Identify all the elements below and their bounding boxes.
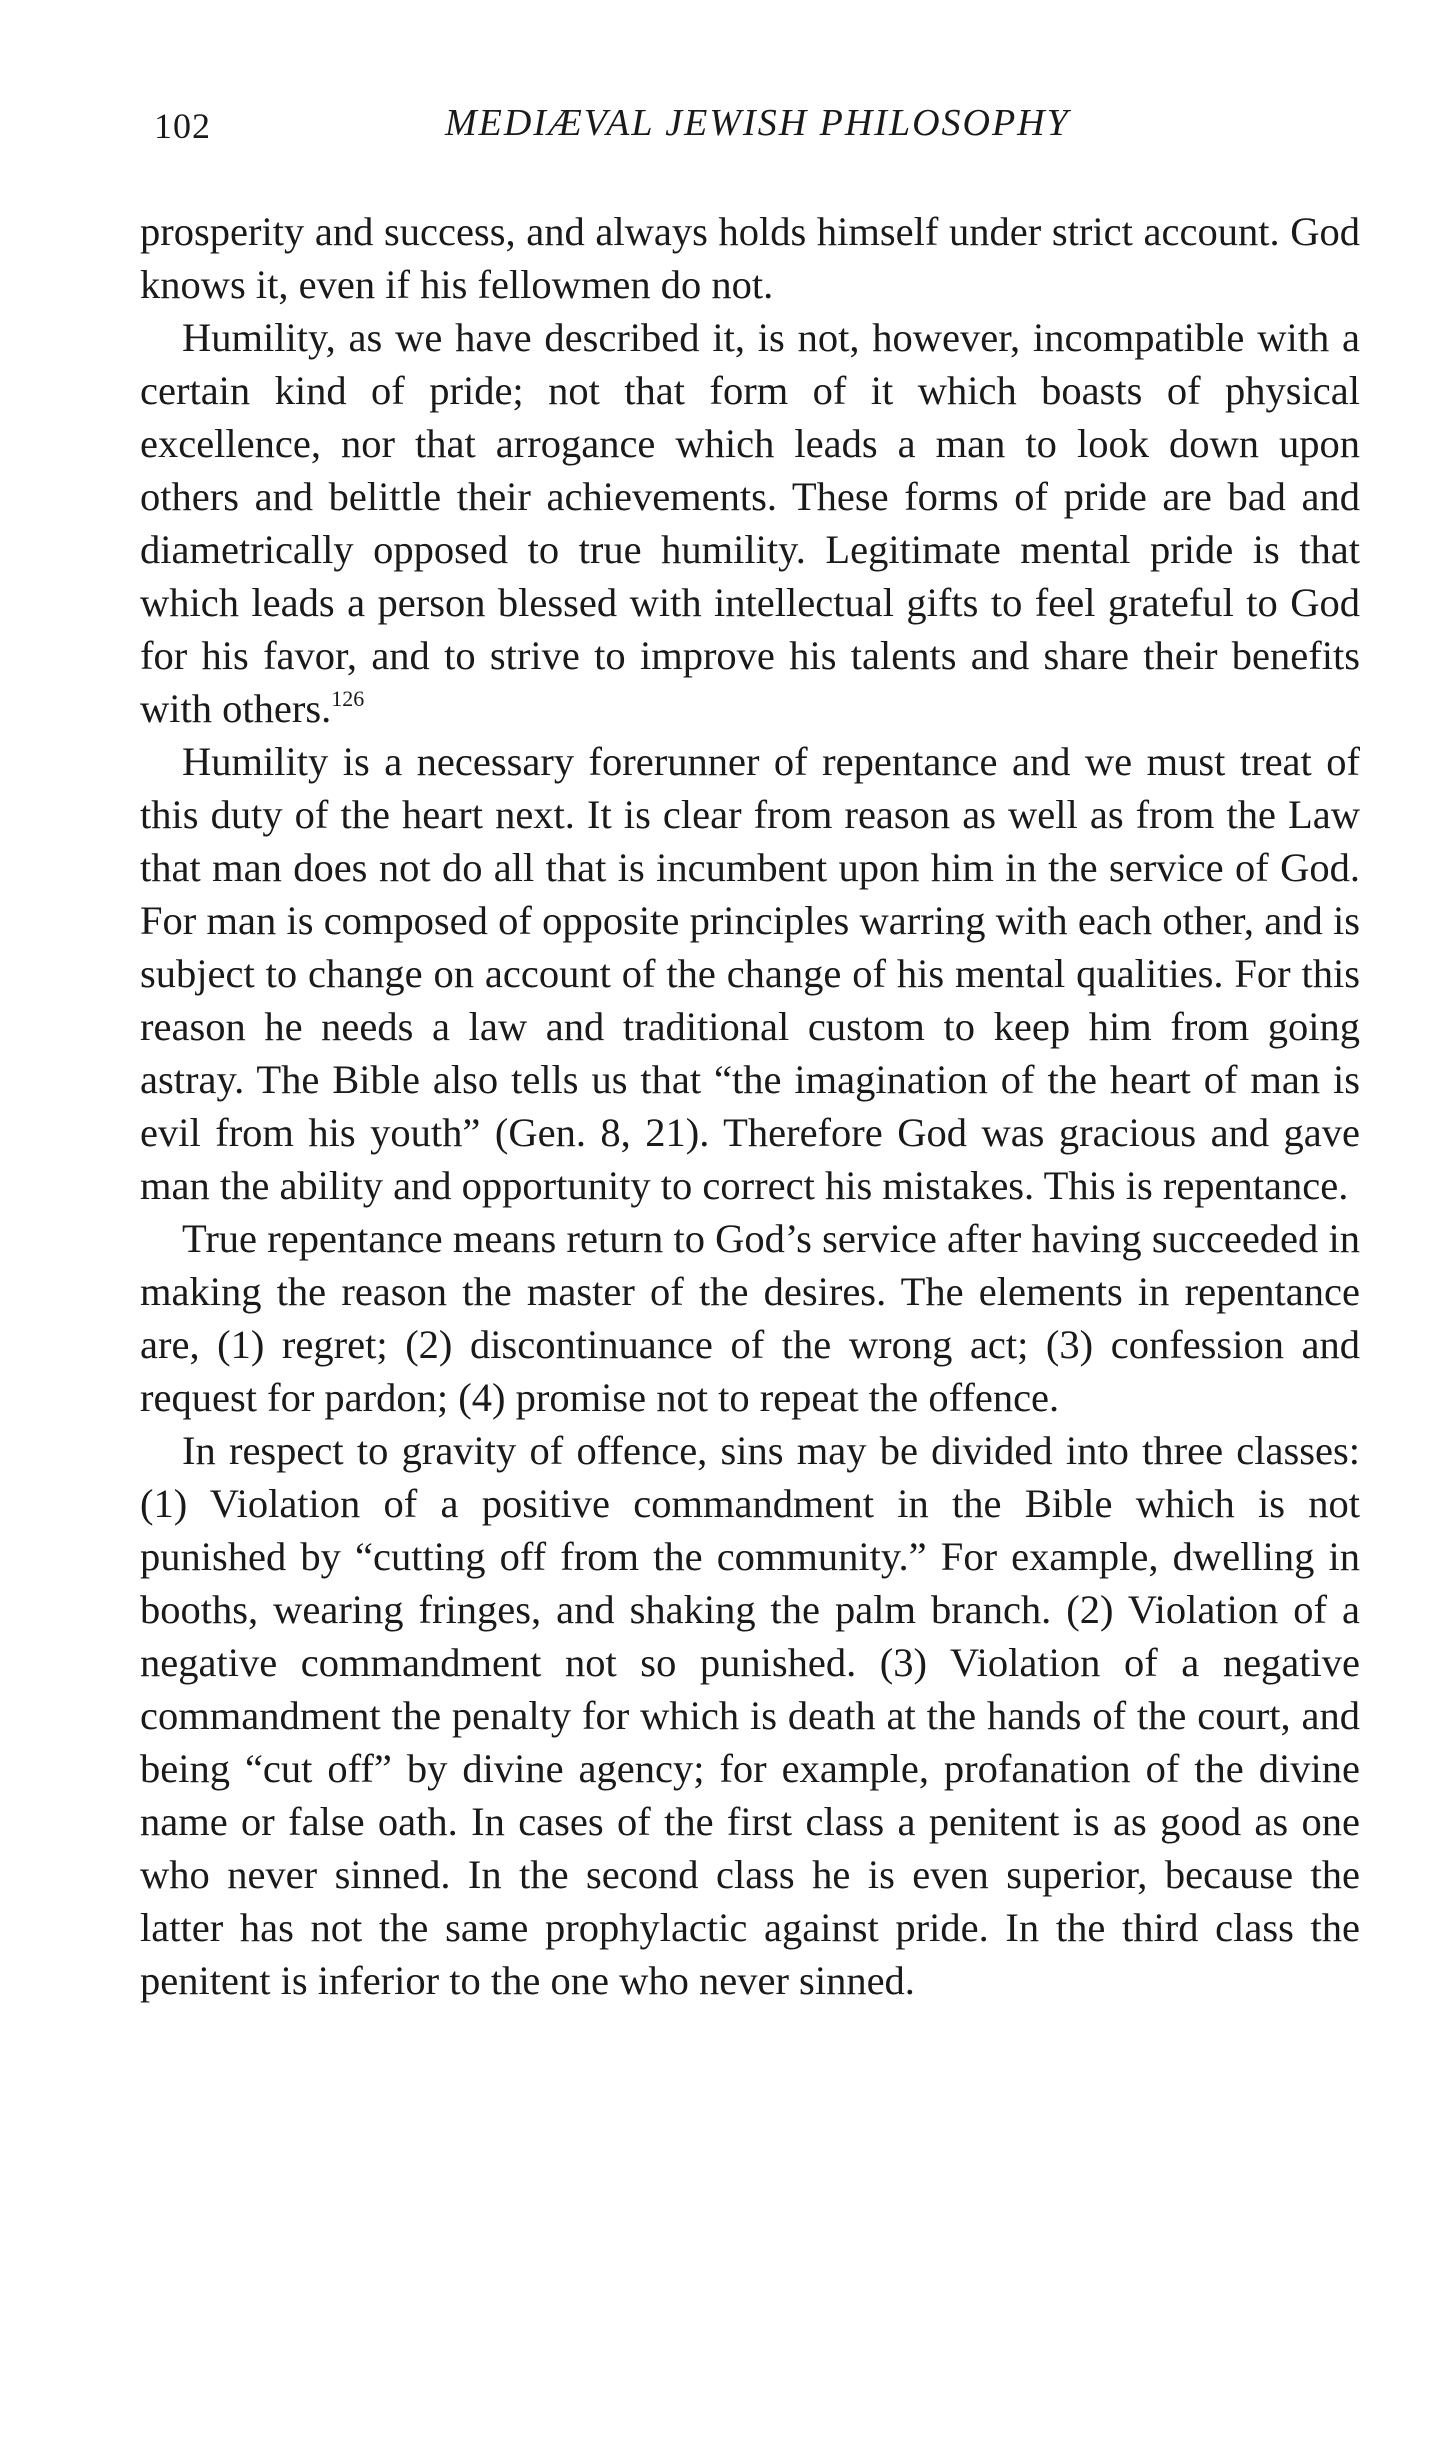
running-head [140,95,1360,165]
page-number: 102 [154,106,211,146]
paragraph-text: True repentance means return to God’s service after having succeeded in making the reason the master of the desires. The elements in repentance are, (1) regret; (2) discontinuance of the wrong act; (3) confession and request for pardon; (4) promise not to repeat the offence. [140,1216,1360,1420]
paragraph-text: Humility, as we have described it, is not, however, incompatible with a certain kind of pride; not that form of it which boasts of physical excellence, nor that arrogance which leads a man to look down upon others and belittle their achievements. These forms of pride are bad and diametrically opposed to true humility. Legitimate mental pride is that which leads a person blessed with intellectual gifts to feel grateful to God for his favor, and to strive to improve his talents and share their benefits with others. [140,315,1360,731]
paragraph-text: prosperity and success, and always holds himself under strict account. God knows it, even if his fellowmen do not. [140,209,1360,307]
running-title: MEDIÆVAL JEWISH PHILOSOPHY [445,102,1070,144]
paragraph-continuation [140,205,1360,311]
paragraph-true-repentance [140,1212,1360,1424]
paragraph-humility-pride [140,311,1360,735]
paragraph-text: Humility is a necessary forerunner of repentance and we must treat of this duty of the heart next. It is clear from reason as well as from the Law that man does not do all that is incumbent upon him in the service of God. For man is composed of opposite principles warring with each other, and is subject to change on account of the change of his mental qualities. For this reason he needs a law and traditional custom to keep him from going astray. The Bible also tells us that “the imagination of the heart of man is evil from his youth” (Gen. 8, 21). Therefore God was gracious and gave man the ability and opportunity to correct his mistakes. This is repentance. [140,739,1360,1208]
book-page [140,95,1360,2007]
footnote-marker: 126 [331,686,365,711]
paragraph-gravity-of-offence [140,1424,1360,2007]
body-text [140,205,1360,2007]
paragraph-repentance [140,735,1360,1212]
paragraph-text: In respect to gravity of offence, sins may be divided into three classes: (1) Violation of a positive commandment in the Bible which is not punished by “cutting off from the community.” For example, dwelling in booths, wearing fringes, and shaking the palm branch. (2) Violation of a negative commandment not so punished. (3) Violation of a negative commandment the penalty for which is death at the hands of the court, and being “cut off” by divine agency; for example, profanation of the divine name or false oath. In cases of the first class a penitent is as good as one who never sinned. In the second class he is even superior, because the latter has not the same prophylactic against pride. In the third class the penitent is inferior to the one who never sinned. [140,1428,1360,2003]
